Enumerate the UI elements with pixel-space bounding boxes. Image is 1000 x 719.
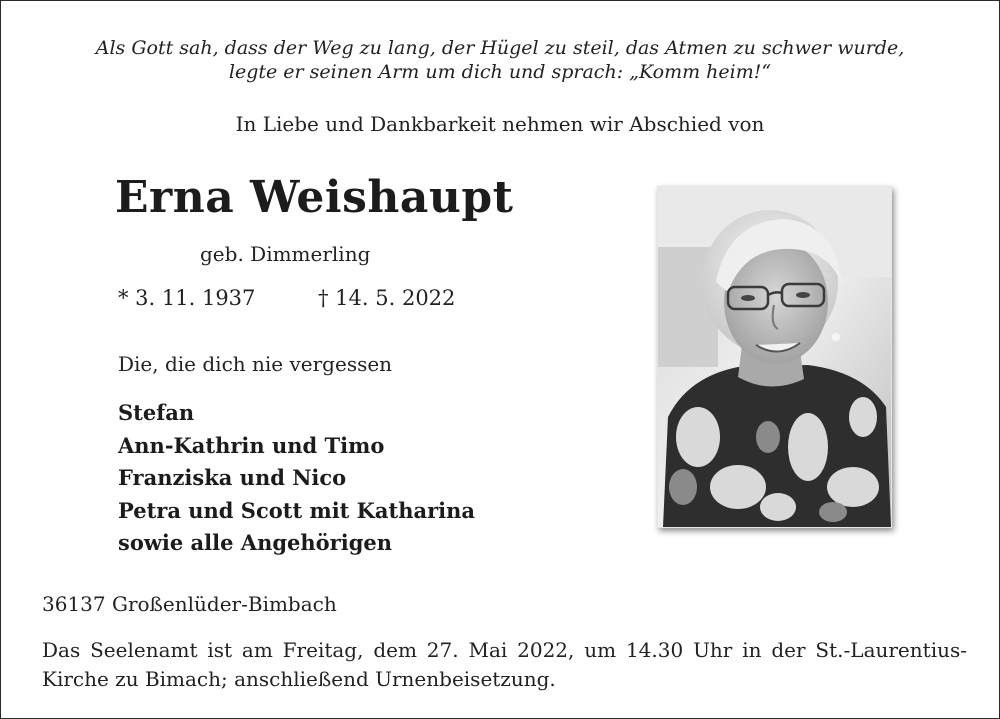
mourner-name: Ann-Kathrin und Timo	[118, 432, 385, 458]
service-notice	[42, 636, 967, 694]
mourner-name: Petra und Scott mit Katharina	[118, 497, 476, 523]
portrait-illustration	[658, 187, 891, 527]
poem-line-2: legte er seinen Arm um dich und sprach: „Komm heim!“	[228, 61, 772, 83]
mourners-list	[118, 397, 475, 560]
birth-date: * 3. 11. 1937	[118, 286, 256, 310]
poem-line-1: Als Gott sah, dass der Weg zu lang, der Hügel zu steil, das Atmen zu schwer wurde,	[95, 37, 905, 59]
birth-name: geb. Dimmerling	[200, 242, 371, 266]
death-date: † 14. 5. 2022	[318, 286, 456, 310]
service-notice-line-2: Kirche zu Bimach; anschließend Urnenbeisetzung.	[42, 667, 556, 691]
deceased-name: Erna Weishaupt	[115, 172, 514, 223]
location: 36137 Großenlüder-Bimbach	[42, 592, 337, 616]
mourner-name: Stefan	[118, 400, 195, 425]
portrait-photo	[657, 186, 892, 528]
mourners-intro: Die, die dich nie vergessen	[118, 352, 393, 376]
farewell-intro: In Liebe und Dankbarkeit nehmen wir Abschied von	[235, 112, 765, 136]
mourner-name: Franziska und Nico	[118, 465, 347, 490]
service-notice-line-1: Das Seelenamt ist am Freitag, dem 27. Mai 2022, um 14.30 Uhr in der St.-Laurentius-	[42, 638, 967, 662]
mourner-name: sowie alle Angehörigen	[118, 530, 393, 555]
